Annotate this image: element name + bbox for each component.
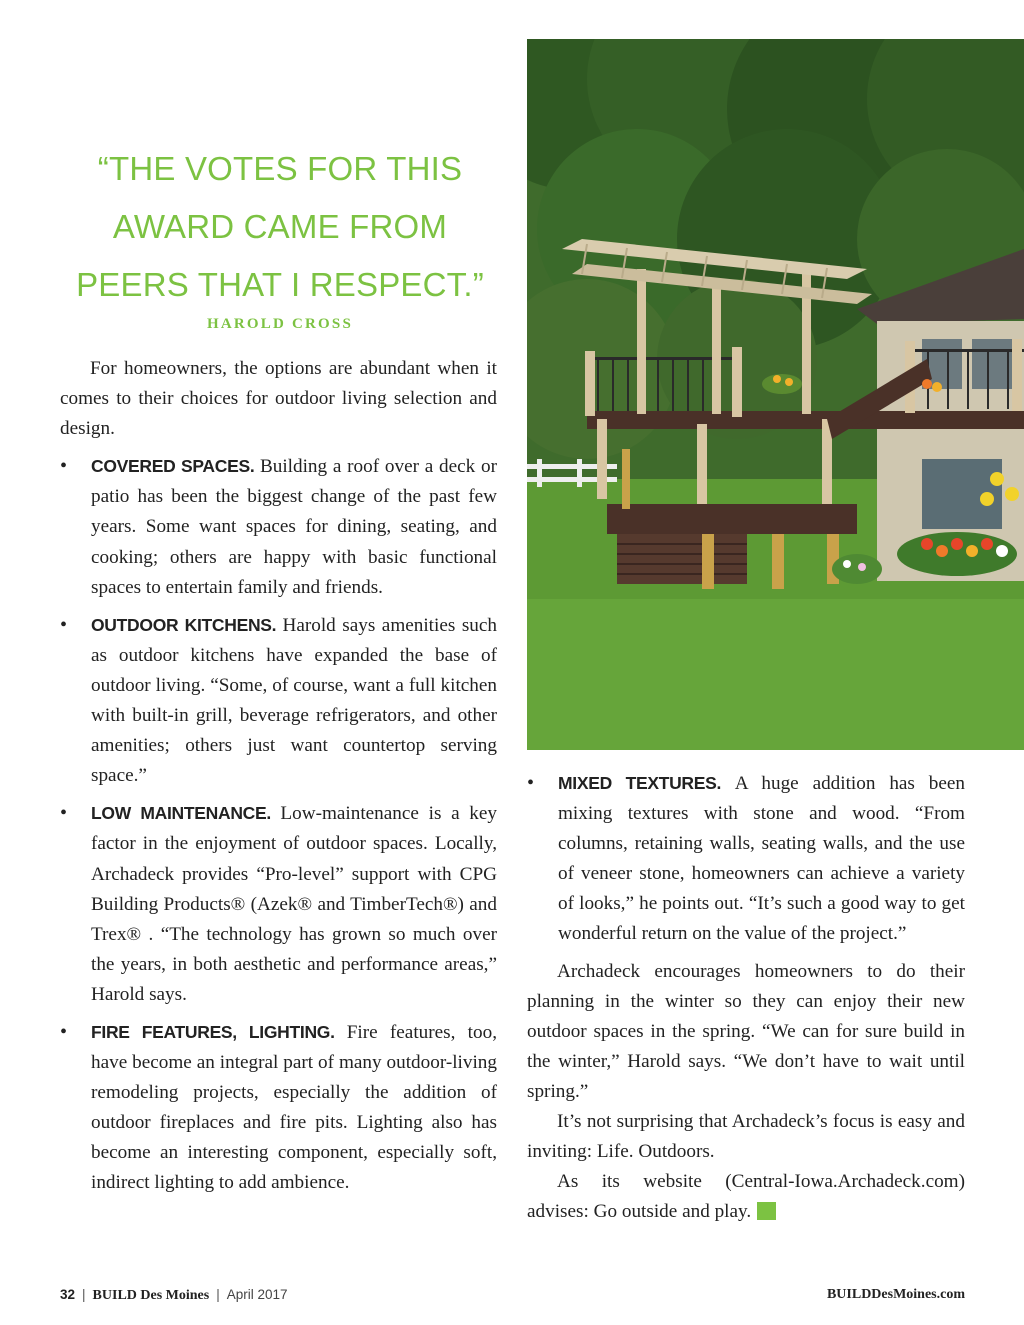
bullet-glyph: • (527, 772, 535, 794)
bullet-text: A huge addition has been mixing textures with stone and wood. “From columns, retaining walls, seating walls, and the use of veneer stone, homeowners can achieve a variety of looks,” he points out. “It’s such a good way to get wonderful return on the value of the project.” (558, 773, 965, 945)
bullet-text: Building a roof over a deck or patio has been the biggest change of the past few years. Some want spaces for dining, seating, and cooking; others are happy with basic functional spaces to entertain family and friends. (91, 456, 497, 598)
footer-left (60, 1287, 288, 1304)
bullet-text: Harold says amenities such as outdoor kitchens have expanded the base of outdoor living. “Some, of course, want a full kitchen with built-in grill, beverage refrigerators, and other amenities; others just want countertop serving space.” (91, 614, 497, 787)
pull-quote (60, 140, 500, 333)
bullet-heading: OUTDOOR KITCHENS. (91, 614, 283, 635)
issue-date: April 2017 (226, 1287, 288, 1302)
left-column (60, 354, 497, 1199)
bullet-text: Fire features, too, have become an integral part of many outdoor-living remodeling projects, especially the addition of outdoor fireplaces and fire pits. Lighting also has become an interesting component, especially soft, indirect lighting to add ambience. (91, 1021, 497, 1194)
pull-quote-line: AWARD CAME FROM (112, 208, 448, 245)
bullet-text: Low-maintenance is a key factor in the enjoyment of outdoor spaces. Locally, Archadeck provides “Pro-level” support with CPG Building Products® (Azek® and TimberTech®) and Trex® . “The technology has grown so much over the years, in both aesthetic and performance areas,” Harold says. (91, 803, 498, 1005)
bullet-heading: FIRE FEATURES, LIGHTING. (91, 1021, 347, 1042)
right-column (527, 768, 965, 1227)
bullet-glyph: • (60, 613, 68, 636)
page-number: 32 (60, 1287, 76, 1302)
pull-quote-attribution: HAROLD CROSS (206, 316, 353, 332)
body-paragraph: Archadeck encourages homeowners to do their planning in the winter so they can enjoy their new outdoor spaces in the spring. “We can for sure build in the winter,” Harold says. “We don’t have to wait until spring.” (527, 960, 965, 1102)
intro-paragraph: For homeowners, the options are abundant when it comes to their choices for outdoor living selection and design. (60, 358, 497, 440)
body-paragraph (527, 1167, 965, 1227)
bullet-glyph: • (60, 455, 68, 478)
list-item (60, 451, 497, 602)
bullet-heading: LOW MAINTENANCE. (91, 803, 281, 824)
list-item (60, 1017, 497, 1199)
bullet-list-left (60, 451, 497, 1198)
bullet-heading: MIXED TEXTURES. (558, 773, 735, 793)
bullet-glyph: • (60, 1020, 68, 1043)
closing-text: As its website (Central-Iowa.Archadeck.com) advises: Go outside and play. (527, 1171, 965, 1223)
page-footer (60, 1287, 965, 1307)
list-item (60, 798, 497, 1010)
pull-quote-line: “THE VOTES FOR THIS (97, 150, 463, 187)
bullet-heading: COVERED SPACES. (91, 456, 260, 477)
publication-name: BUILD Des Moines (92, 1288, 210, 1303)
list-item (60, 610, 497, 792)
bullet-list-right (527, 768, 965, 950)
deck-illustration (527, 39, 1024, 750)
pull-quote-line: PEERS THAT I RESPECT.” (76, 266, 484, 303)
deck-photo (527, 39, 1024, 750)
footer-separator: | (216, 1287, 220, 1302)
footer-separator: | (82, 1287, 86, 1302)
list-item (527, 768, 965, 950)
end-mark-icon: B (757, 1202, 776, 1220)
footer-website: BUILDDesMoines.com (826, 1287, 965, 1302)
bullet-glyph: • (60, 802, 68, 825)
body-paragraph: It’s not surprising that Archadeck’s focus is easy and inviting: Life. Outdoors. (527, 1111, 965, 1163)
